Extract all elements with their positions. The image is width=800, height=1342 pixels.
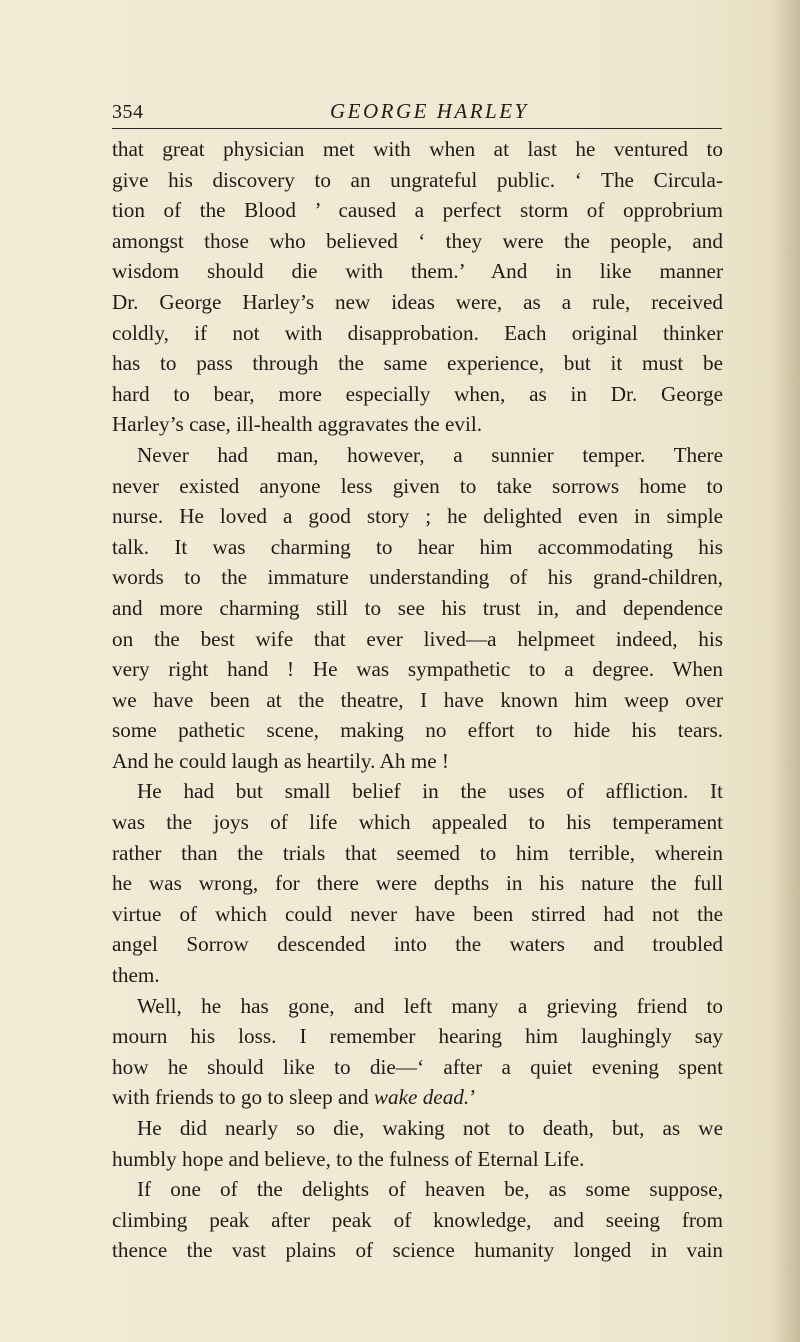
text-line: hard to bear, more especially when, as in Dr. George — [112, 381, 723, 406]
text-line: Never had man, however, a sunnier temper. There — [137, 442, 723, 467]
text-line: He did nearly so die, waking not to death, but, as we — [137, 1116, 723, 1140]
text-line: never existed anyone less given to take sorrows home to — [112, 473, 723, 498]
text-line: And he could laugh as heartily. Ah me ! — [112, 748, 449, 773]
text-line: that great physician met with when at last he ventured to — [112, 137, 723, 161]
text-segment: ’ — [469, 1085, 477, 1110]
text-line: If one of the delights of heaven be, as some suppose, — [137, 1177, 723, 1202]
text-line: coldly, if not with disapprobation. Each original thinker — [112, 320, 723, 345]
text-line: angel Sorrow descended into the waters and troubled — [112, 932, 723, 957]
text-line: he was wrong, for there were depths in his nature the full — [112, 871, 723, 896]
text-line: mourn his loss. I remember hearing him laughingly say — [112, 1024, 723, 1049]
body-text — [112, 134, 723, 1266]
text-line: rather than the trials that seemed to him terrible, wherein — [112, 840, 723, 865]
text-segment: with friends to go to sleep and — [112, 1085, 374, 1110]
running-head: GEORGE HARLEY — [330, 99, 529, 123]
text-line: tion of the Blood ’ caused a perfect storm of opprobrium — [112, 198, 723, 223]
text-line: them. — [112, 963, 160, 988]
text-line: climbing peak after peak of knowledge, and seeing from — [112, 1207, 723, 1232]
italic-phrase: wake dead. — [373, 1085, 470, 1110]
text-line: Dr. George Harley’s new ideas were, as a rule, received — [112, 289, 723, 314]
page-edge-shadow — [774, 0, 800, 1342]
text-line: we have been at the theatre, I have known him weep over — [112, 687, 723, 712]
text-line: nurse. He loved a good story ; he delighted even in simple — [112, 504, 723, 529]
text-line — [112, 1082, 723, 1113]
text-line: has to pass through the same experience, but it must be — [112, 351, 723, 376]
text-line: humbly hope and believe, to the fulness of Eternal Life. — [112, 1146, 585, 1171]
text-line: how he should like to die—‘ after a quiet evening spent — [112, 1054, 723, 1079]
page-number: 354 — [112, 101, 144, 123]
text-line: was the joys of life which appealed to his temperament — [112, 810, 723, 835]
text-line: amongst those who believed ‘ they were the people, and — [112, 228, 723, 253]
text-line: words to the immature understanding of his grand-children, — [112, 565, 723, 590]
text-line: virtue of which could never have been stirred had not the — [112, 901, 723, 926]
text-line: and more charming still to see his trust in, and dependence — [112, 595, 723, 620]
page-header — [112, 91, 722, 127]
text-line: Harley’s case, ill-health aggravates the evil. — [112, 412, 483, 437]
text-line: Well, he has gone, and left many a grieving friend to — [137, 993, 723, 1018]
text-line: some pathetic scene, making no effort to hide his tears. — [112, 718, 723, 743]
text-line: talk. It was charming to hear him accommodating his — [112, 534, 723, 559]
text-line: wisdom should die with them.’ And in like manner — [112, 259, 723, 284]
text-line: thence the vast plains of science humanity longed in vain — [112, 1238, 723, 1263]
header-rule — [112, 128, 722, 129]
text-line: give his discovery to an ungrateful public. ‘ The Circula- — [112, 167, 723, 192]
text-line: very right hand ! He was sympathetic to a degree. When — [112, 657, 723, 682]
text-line: He had but small belief in the uses of affliction. It — [137, 779, 723, 804]
text-line: on the best wife that ever lived—a helpmeet indeed, his — [112, 626, 723, 651]
